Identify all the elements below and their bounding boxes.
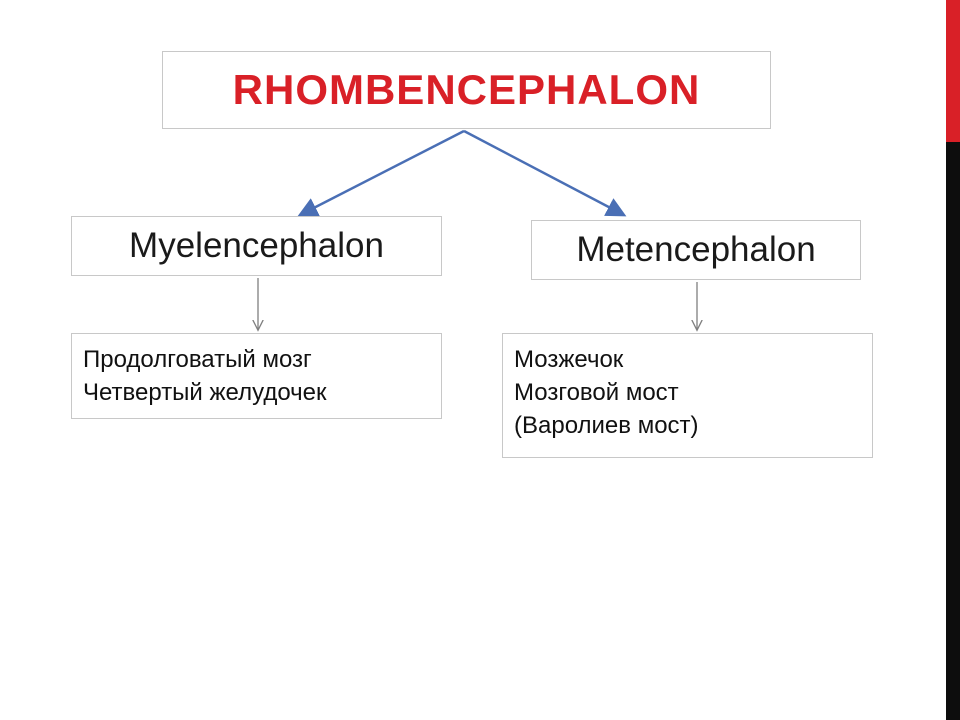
arrow-root-to-metencephalon (464, 131, 622, 214)
root-label: RHOMBENCEPHALON (232, 66, 701, 113)
leaf-item: Мозговой мост (514, 379, 679, 406)
node-myelencephalon (71, 216, 442, 276)
leaf-myelencephalon-parts (71, 333, 442, 419)
node-myelencephalon-label: Myelencephalon (129, 226, 384, 265)
leaf-item: Продолговатый мозг (83, 346, 312, 373)
root-node (162, 51, 771, 129)
arrow-root-to-myelencephalon (302, 131, 464, 214)
leaf-item: Четвертый желудочек (83, 379, 327, 406)
node-metencephalon (531, 220, 861, 280)
leaf-metencephalon-parts (502, 333, 873, 458)
leaf-item: (Варолиев мост) (514, 412, 699, 439)
node-metencephalon-label: Metencephalon (576, 230, 816, 269)
leaf-item: Мозжечок (514, 346, 624, 373)
